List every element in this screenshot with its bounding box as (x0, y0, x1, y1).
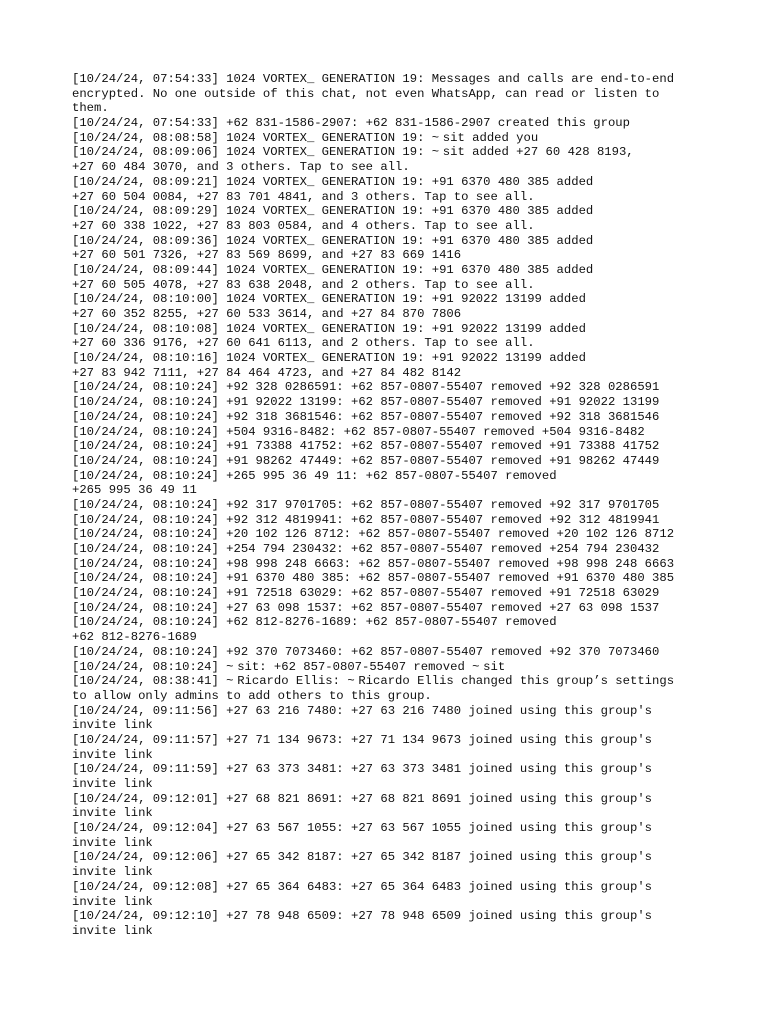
chat-message (72, 645, 768, 660)
message-line: [10/24/24, 08:09:06] 1024 VORTEX_ GENERATION 19: ~ sit added +27 60 428 8193, (72, 145, 634, 160)
chat-message (72, 542, 768, 557)
message-line: [10/24/24, 08:10:24] +92 317 9701705: +62 857-0807-55407 removed +92 317 9701705 (72, 497, 660, 512)
message-line: [10/24/24, 08:10:24] +27 63 098 1537: +62 857-0807-55407 removed +27 63 098 1537 (72, 600, 660, 615)
message-line: [10/24/24, 08:10:24] +98 998 248 6663: +62 857-0807-55407 removed +98 998 248 6663 (72, 556, 675, 571)
message-line: [10/24/24, 07:54:33] +62 831-1586-2907: +62 831-1586-2907 created this group (72, 116, 630, 131)
message-line: [10/24/24, 09:12:01] +27 68 821 8691: +27 68 821 8691 joined using this group's (72, 791, 653, 806)
chat-message (72, 792, 768, 821)
message-line: [10/24/24, 08:10:16] 1024 VORTEX_ GENERATION 19: +91 92022 13199 added (72, 351, 586, 366)
chat-message (72, 674, 768, 703)
chat-message (72, 380, 768, 395)
chat-message (72, 733, 768, 762)
message-line: [10/24/24, 08:10:24] +91 92022 13199: +62 857-0807-55407 removed +91 92022 13199 (72, 395, 660, 410)
message-line: [10/24/24, 08:10:24] +92 312 4819941: +62 857-0807-55407 removed +92 312 4819941 (72, 512, 660, 527)
message-line: [10/24/24, 09:12:08] +27 65 364 6483: +27 65 364 6483 joined using this group's (72, 879, 653, 894)
chat-message (72, 762, 768, 791)
message-line: +27 60 338 1022, +27 83 803 0584, and 4 others. Tap to see all. (72, 218, 535, 233)
chat-message (72, 395, 768, 410)
chat-message (72, 439, 768, 454)
message-line: +27 60 352 8255, +27 60 533 3614, and +27 84 870 7806 (72, 307, 462, 321)
message-line: +27 60 336 9176, +27 60 641 6113, and 2 others. Tap to see all. (72, 336, 535, 351)
chat-message (72, 850, 768, 879)
message-line: [10/24/24, 08:10:24] +62 812-8276-1689: +62 857-0807-55407 removed (72, 615, 557, 630)
chat-message (72, 527, 768, 542)
message-line: [10/24/24, 08:09:36] 1024 VORTEX_ GENERATION 19: +91 6370 480 385 added (72, 233, 594, 248)
message-line: +27 83 942 7111, +27 84 464 4723, and +27 84 482 8142 (72, 365, 462, 380)
message-line: [10/24/24, 08:10:24] +91 72518 63029: +62 857-0807-55407 removed +91 72518 63029 (72, 586, 660, 601)
message-line: invite link (72, 923, 153, 938)
chat-message (72, 351, 768, 380)
message-line: [10/24/24, 08:10:24] +20 102 126 8712: +62 857-0807-55407 removed +20 102 126 8712 (72, 527, 675, 542)
message-line: [10/24/24, 08:09:21] 1024 VORTEX_ GENERATION 19: +91 6370 480 385 added (72, 174, 594, 189)
chat-message (72, 821, 768, 850)
message-line: invite link (72, 865, 153, 880)
message-line: [10/24/24, 09:11:56] +27 63 216 7480: +27 63 216 7480 joined using this group's (72, 703, 653, 718)
message-line: [10/24/24, 09:12:06] +27 65 342 8187: +27 65 342 8187 joined using this group's (72, 850, 653, 865)
chat-message (72, 909, 768, 938)
chat-message (72, 615, 768, 644)
message-line: [10/24/24, 08:09:29] 1024 VORTEX_ GENERATION 19: +91 6370 480 385 added (72, 204, 594, 219)
chat-message (72, 498, 768, 513)
message-line: [10/24/24, 08:10:24] +265 995 36 49 11: +62 857-0807-55407 removed (72, 468, 557, 483)
chat-message (72, 322, 768, 351)
chat-message (72, 410, 768, 425)
message-line: invite link (72, 718, 153, 733)
message-line: [10/24/24, 08:10:24] +91 6370 480 385: +62 857-0807-55407 removed +91 6370 480 385 (72, 571, 675, 586)
chat-export-log (72, 72, 768, 939)
message-line: [10/24/24, 08:38:41] ~ Ricardo Ellis: ~ Ricardo Ellis changed this group’s settings (72, 674, 675, 689)
message-line: [10/24/24, 08:10:24] +91 98262 47449: +62 857-0807-55407 removed +91 98262 47449 (72, 453, 660, 468)
message-line: invite link (72, 777, 153, 791)
chat-message (72, 513, 768, 528)
message-line: [10/24/24, 09:12:04] +27 63 567 1055: +27 63 567 1055 joined using this group's (72, 821, 653, 836)
message-line: [10/24/24, 08:08:58] 1024 VORTEX_ GENERATION 19: ~ sit added you (72, 130, 539, 145)
chat-message (72, 131, 768, 146)
chat-message (72, 72, 768, 116)
message-line: [10/24/24, 08:10:24] +254 794 230432: +62 857-0807-55407 removed +254 794 230432 (72, 542, 660, 556)
message-line: invite link (72, 894, 153, 909)
chat-message (72, 557, 768, 572)
message-line: them. (72, 101, 109, 116)
message-line: [10/24/24, 08:10:24] ~ sit: +62 857-0807-55407 removed ~ sit (72, 659, 506, 674)
message-line: invite link (72, 747, 153, 762)
message-line: [10/24/24, 09:11:57] +27 71 134 9673: +27 71 134 9673 joined using this group's (72, 732, 653, 747)
message-line: +27 60 504 0084, +27 83 701 4841, and 3 others. Tap to see all. (72, 189, 535, 204)
message-line: [10/24/24, 09:12:10] +27 78 948 6509: +27 78 948 6509 joined using this group's (72, 909, 653, 924)
message-line: [10/24/24, 08:10:24] +504 9316-8482: +62 857-0807-55407 removed +504 9316-8482 (72, 424, 645, 439)
message-line: [10/24/24, 07:54:33] 1024 VORTEX_ GENERATION 19: Messages and calls are end-to-end (72, 72, 675, 86)
message-line: +27 60 505 4078, +27 83 638 2048, and 2 others. Tap to see all. (72, 277, 535, 292)
message-line: [10/24/24, 08:10:24] +92 370 7073460: +62 857-0807-55407 removed +92 370 7073460 (72, 644, 660, 659)
chat-message (72, 116, 768, 131)
chat-message (72, 234, 768, 263)
message-line: [10/24/24, 08:10:08] 1024 VORTEX_ GENERATION 19: +91 92022 13199 added (72, 321, 586, 336)
message-line: encrypted. No one outside of this chat, not even WhatsApp, can read or listen to (72, 86, 660, 101)
chat-message (72, 263, 768, 292)
chat-message (72, 571, 768, 586)
chat-message (72, 145, 768, 174)
message-line: +62 812-8276-1689 (72, 630, 197, 645)
chat-message (72, 586, 768, 601)
message-line: [10/24/24, 09:11:59] +27 63 373 3481: +27 63 373 3481 joined using this group's (72, 762, 653, 777)
chat-message (72, 454, 768, 469)
message-line: invite link (72, 835, 153, 850)
chat-message (72, 175, 768, 204)
chat-message (72, 469, 768, 498)
message-line: [10/24/24, 08:09:44] 1024 VORTEX_ GENERATION 19: +91 6370 480 385 added (72, 262, 594, 277)
chat-message (72, 292, 768, 321)
chat-message (72, 204, 768, 233)
chat-message (72, 660, 768, 675)
chat-message (72, 704, 768, 733)
message-line: +265 995 36 49 11 (72, 483, 197, 498)
message-line: invite link (72, 806, 153, 821)
chat-message (72, 425, 768, 440)
chat-message (72, 601, 768, 616)
message-line: [10/24/24, 08:10:24] +92 318 3681546: +62 857-0807-55407 removed +92 318 3681546 (72, 409, 660, 424)
message-line: to allow only admins to add others to this group. (72, 688, 432, 703)
message-line: [10/24/24, 08:10:00] 1024 VORTEX_ GENERATION 19: +91 92022 13199 added (72, 292, 586, 307)
message-line: +27 60 501 7326, +27 83 569 8699, and +27 83 669 1416 (72, 248, 462, 263)
message-line: [10/24/24, 08:10:24] +92 328 0286591: +62 857-0807-55407 removed +92 328 0286591 (72, 380, 660, 395)
message-line: [10/24/24, 08:10:24] +91 73388 41752: +62 857-0807-55407 removed +91 73388 41752 (72, 439, 660, 454)
message-line: +27 60 484 3070, and 3 others. Tap to see all. (72, 160, 410, 175)
chat-message (72, 880, 768, 909)
